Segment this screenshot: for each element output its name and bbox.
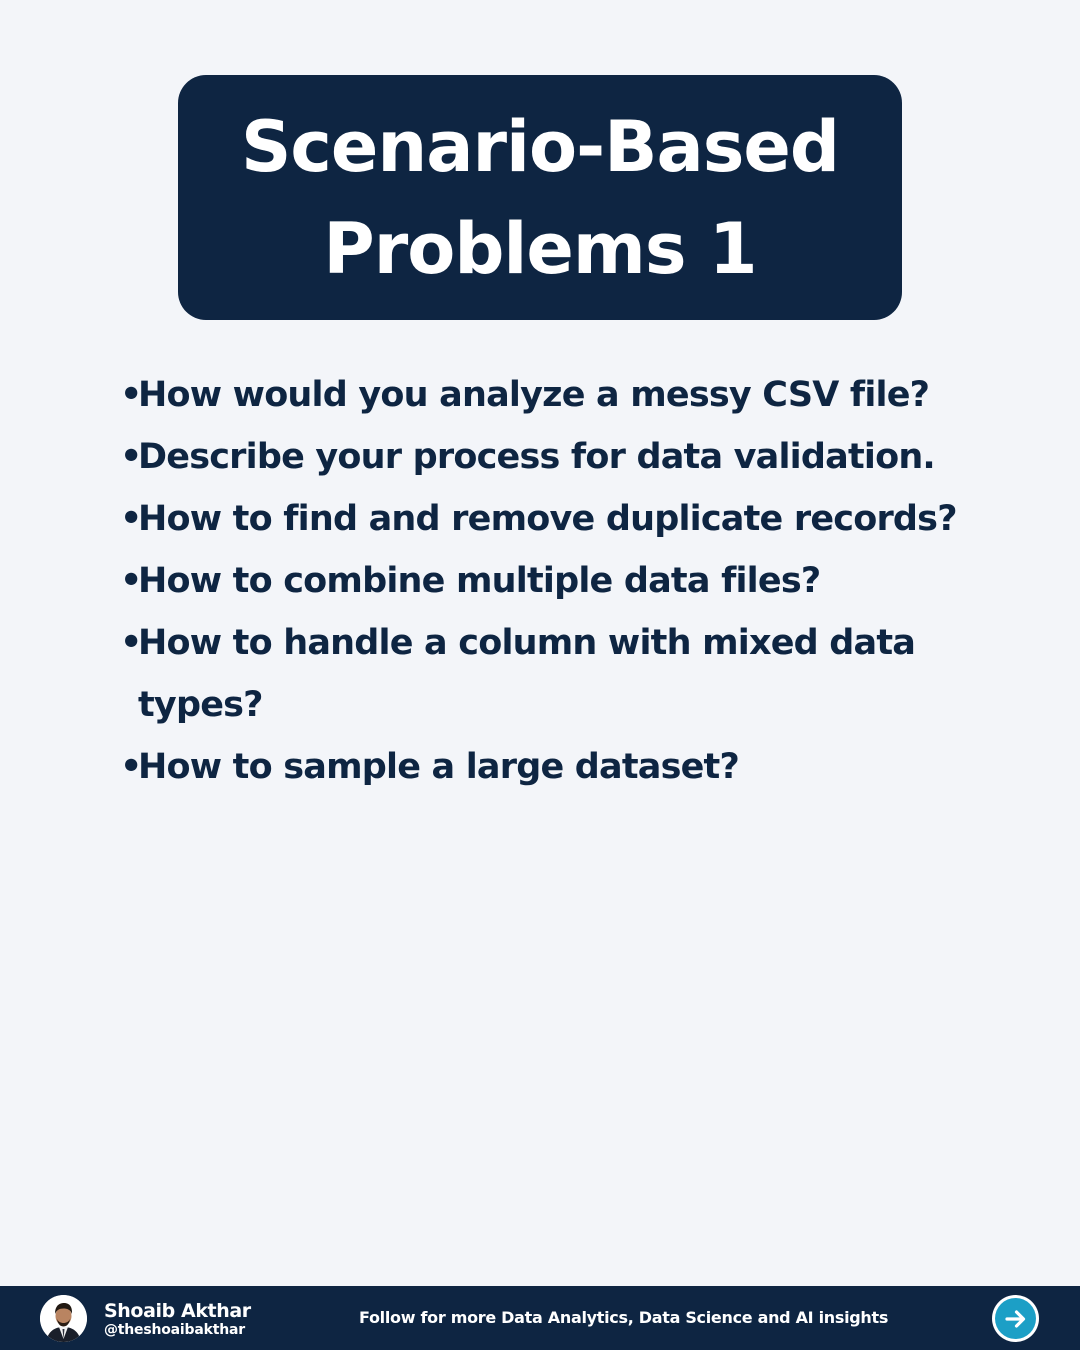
bullet-icon: • — [120, 561, 142, 601]
author-name: Shoaib Akthar — [104, 1300, 251, 1322]
title-line-2: Problems 1 — [323, 207, 757, 290]
footer-bar — [0, 1286, 1080, 1350]
arrow-right-circle-icon — [995, 1298, 1036, 1339]
follow-cta: Follow for more Data Analytics, Data Science and AI insights — [359, 1308, 889, 1327]
title-line-1: Scenario-Based — [241, 105, 839, 188]
question-item — [120, 612, 1020, 736]
question-text: How would you analyze a messy CSV file? — [138, 375, 930, 415]
bullet-icon: • — [120, 623, 142, 663]
avatar[interactable] — [40, 1295, 87, 1342]
author-handle: @theshoaibakthar — [104, 1322, 245, 1338]
question-text: How to find and remove duplicate records? — [138, 499, 957, 539]
bullet-icon: • — [120, 499, 142, 539]
next-button[interactable] — [992, 1295, 1039, 1342]
bullet-icon: • — [120, 747, 142, 787]
question-text: How to handle a column with mixed data types? — [138, 623, 916, 725]
question-item — [120, 736, 1020, 798]
question-text: How to combine multiple data files? — [138, 561, 821, 601]
question-text: Describe your process for data validation. — [138, 437, 935, 477]
author-block — [104, 1300, 251, 1338]
question-text: How to sample a large dataset? — [138, 747, 739, 787]
bullet-icon: • — [120, 437, 142, 477]
question-item — [120, 426, 1020, 488]
question-item — [120, 550, 1020, 612]
question-list — [120, 364, 1020, 798]
question-item — [120, 364, 1020, 426]
bullet-icon: • — [120, 375, 142, 415]
arrow-right-icon — [1003, 1306, 1029, 1332]
title-card — [178, 75, 902, 320]
question-item — [120, 488, 1020, 550]
profile-photo-icon — [40, 1295, 87, 1342]
